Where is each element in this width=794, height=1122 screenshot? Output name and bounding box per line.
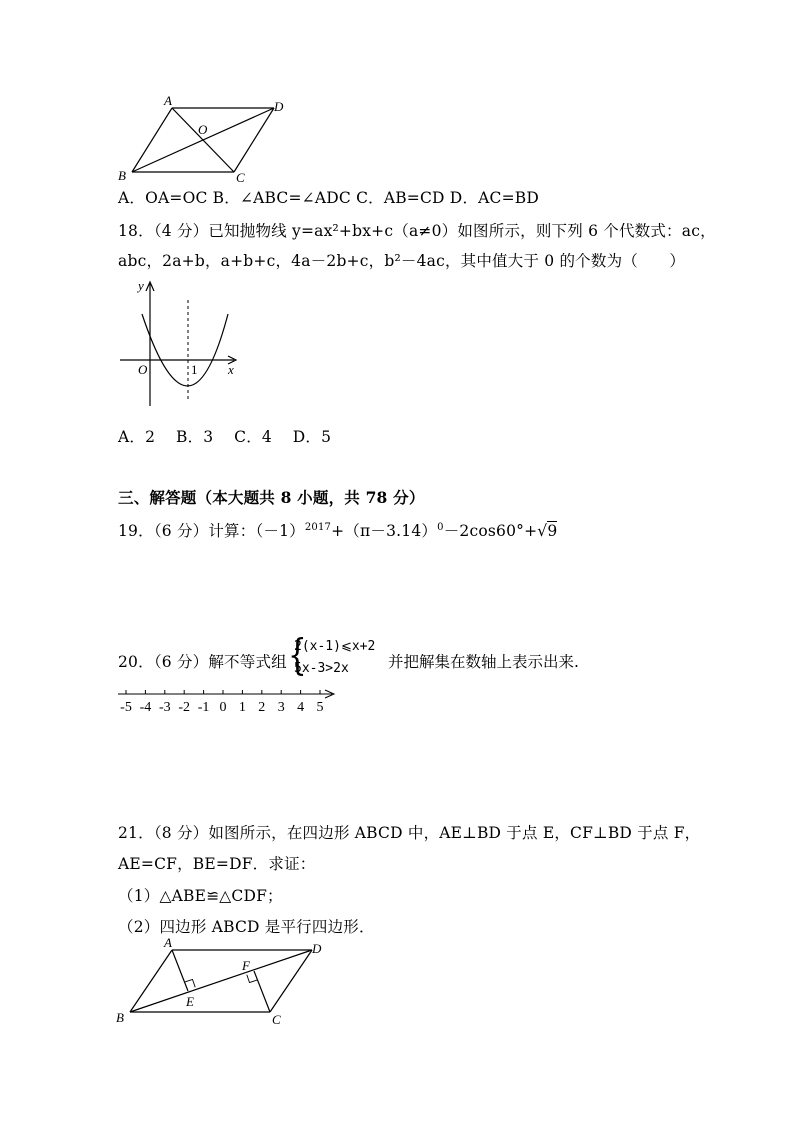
q21-label-a: A bbox=[164, 936, 172, 950]
number-line-label: 3 bbox=[277, 700, 285, 715]
number-line-label: 0 bbox=[219, 700, 227, 715]
q21-label-f: F bbox=[242, 958, 250, 973]
q21-line3: （1）△ABE≌△CDF； bbox=[118, 887, 283, 905]
q20-suffix: 并把解集在数轴上表示出来. bbox=[388, 653, 579, 671]
q18-line2: abc，2a+b，a+b+c，4a－2b+c，b²－4ac，其中值大于 0 的个数为（ ） bbox=[118, 252, 686, 270]
q19-prefix: 19．（6 分）计算：（－1） bbox=[118, 522, 305, 540]
q17-label-a: A bbox=[164, 93, 172, 108]
q18-origin-label: O bbox=[138, 362, 148, 377]
number-line-label: -2 bbox=[178, 700, 191, 715]
q19-exponent-2017: 2017 bbox=[304, 522, 332, 533]
q21-quadrilateral-figure bbox=[112, 936, 330, 1028]
q18-line1: 18．（4 分）已知抛物线 y=ax²+bx+c（a≠0）如图所示，则下列 6 个代数式：ac， bbox=[118, 222, 716, 240]
q18-tick-label: 1 bbox=[191, 362, 198, 377]
q20-number-line bbox=[116, 684, 342, 718]
q21-line4: （2）四边形 ABCD 是平行四边形． bbox=[118, 918, 375, 936]
q21-line2: AE=CF，BE=DF．求证： bbox=[118, 855, 316, 873]
q18-x-label: x bbox=[228, 362, 234, 377]
q18-y-label: y bbox=[138, 278, 144, 293]
q20-prefix: 20．（6 分）解不等式组 bbox=[118, 653, 287, 671]
sqrt-icon: √ bbox=[537, 522, 548, 540]
q21-label-e: E bbox=[186, 994, 194, 1009]
number-line-label: -5 bbox=[120, 700, 132, 715]
q21-label-c: C bbox=[272, 1012, 281, 1027]
q17-label-c: C bbox=[236, 170, 245, 184]
q19-suffix: －2cos60°+ bbox=[443, 522, 538, 540]
q21-line1: 21．（8 分）如图所示，在四边形 ABCD 中，AE⊥BD 于点 E，CF⊥BD 于点 F， bbox=[118, 824, 701, 842]
q17-label-o: O bbox=[198, 122, 208, 137]
q17-choices: A．OA=OC B．∠ABC=∠ADC C．AB=CD D．AC=BD bbox=[118, 189, 539, 207]
q20-brace-icon: { bbox=[288, 630, 307, 679]
q18-parabola-graph bbox=[116, 278, 246, 410]
q19-exponent-0: 0 bbox=[437, 522, 444, 533]
q20-inequality-2: 5x-3>2x bbox=[294, 661, 349, 676]
q19-mid: +（π－3.14） bbox=[331, 522, 438, 540]
number-line-label: -3 bbox=[158, 700, 171, 715]
number-line-label: -4 bbox=[139, 700, 152, 715]
q17-label-d: D bbox=[274, 99, 284, 114]
q17-label-b: B bbox=[118, 168, 126, 183]
q19-question bbox=[118, 519, 557, 541]
q18-choices: A．2 B．3 C．4 D．5 bbox=[118, 428, 332, 446]
q20-inequality-1: 2(x-1)⩽x+2 bbox=[294, 639, 376, 654]
q21-label-d: D bbox=[312, 941, 322, 956]
number-line-label: 4 bbox=[297, 700, 305, 715]
q21-label-b: B bbox=[116, 1010, 124, 1025]
number-line-label: 5 bbox=[316, 700, 324, 715]
q19-sqrt-arg: 9 bbox=[547, 522, 558, 540]
number-line-label: 2 bbox=[258, 700, 266, 715]
q17-parallelogram-figure bbox=[112, 92, 302, 184]
section3-heading: 三、解答题（本大题共 8 小题，共 78 分） bbox=[118, 488, 425, 507]
number-line-label: 1 bbox=[238, 700, 246, 715]
number-line-label: -1 bbox=[197, 700, 210, 715]
